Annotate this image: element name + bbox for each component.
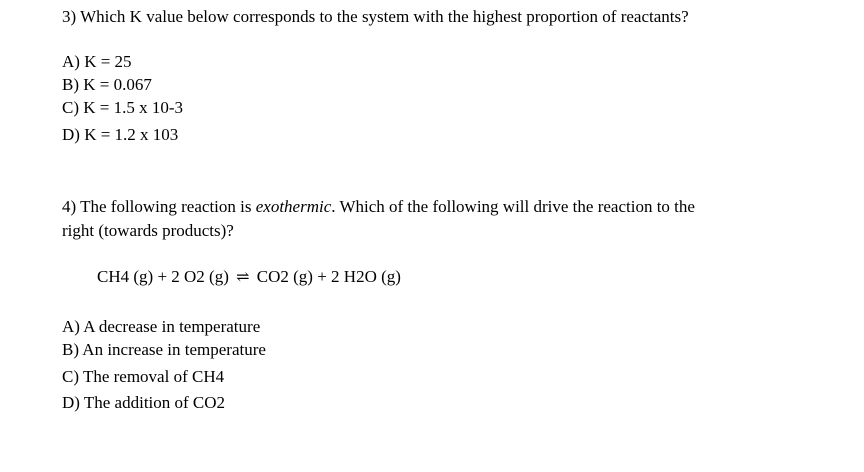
question-3-option-d: D) K = 1.2 x 103	[62, 125, 179, 144]
equation-products: CO2 (g) + 2 H2O (g)	[256, 267, 401, 286]
question-4-prompt-text-end: . Which of the following will drive the reaction to the	[331, 197, 695, 216]
equation-reactants: CH4 (g) + 2 O2 (g)	[97, 267, 229, 286]
question-4-option-a: A) A decrease in temperature	[62, 317, 261, 336]
question-4-prompt-line-2: right (towards products)?	[62, 221, 234, 240]
equilibrium-arrow-icon: ⇌	[236, 269, 250, 286]
question-4-option-d: D) The addition of CO2	[62, 393, 226, 412]
question-3-option-b: B) K = 0.067	[62, 75, 152, 94]
question-4-option-c: C) The removal of CH4	[62, 367, 225, 386]
question-4-option-b: B) An increase in temperature	[62, 340, 266, 359]
question-3-prompt: 3) Which K value below corresponds to the system with the highest proportion of reactants?	[62, 7, 689, 26]
question-3-option-c: C) K = 1.5 x 10-3	[62, 98, 184, 117]
question-3-option-a: A) K = 25	[62, 52, 132, 71]
question-4-prompt-text: 4) The following reaction is	[62, 197, 256, 216]
question-4-prompt-italic: exothermic	[255, 197, 332, 216]
reaction-equation	[97, 268, 401, 286]
question-4-prompt-line-1	[62, 198, 695, 215]
